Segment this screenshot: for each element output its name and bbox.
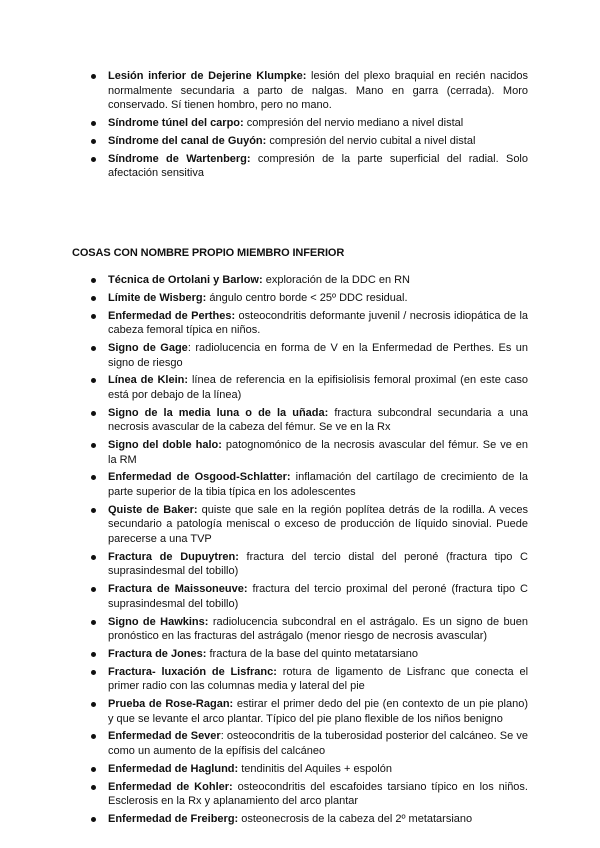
bullet-icon	[91, 734, 96, 739]
list-item	[0, 647, 600, 662]
item-description: rotura de ligamento de Lisfranc que conecta el primer radio con las columnas media y lateral del pie	[108, 665, 529, 693]
item-description: osteonecrosis de la cabeza del 2º metatarsiano	[238, 812, 473, 825]
list-item	[0, 373, 600, 402]
list-item	[0, 615, 600, 644]
list-item	[0, 152, 600, 181]
list-item	[0, 134, 600, 149]
list-item	[0, 341, 600, 370]
item-term: Enfermedad de Kohler:	[108, 780, 233, 793]
bullet-icon	[91, 508, 96, 513]
item-term: Enfermedad de Sever	[108, 730, 221, 743]
list-item	[0, 812, 600, 827]
item-term: Signo de la media luna o de la uñada:	[108, 406, 329, 419]
bullet-icon	[91, 346, 96, 351]
list-item	[0, 438, 600, 467]
bullet-icon	[91, 817, 96, 822]
list-item	[0, 762, 600, 777]
list-item	[0, 503, 600, 547]
item-description: osteocondritis deformante juvenil / necrosis idiopática de la cabeza femoral típica en niños.	[108, 309, 529, 337]
bullet-icon	[91, 670, 96, 675]
list-item	[0, 116, 600, 131]
item-description: compresión del nervio mediano a nivel distal	[243, 116, 464, 129]
item-description: línea de referencia en la epifisiolisis femoral proximal (en este caso está por debajo de la línea)	[108, 374, 528, 401]
item-description: osteocondritis del escafoides tarsiano típico en los niños. Esclerosis en la Rx y aplanamiento del arco plantar	[108, 780, 528, 808]
item-term: Síndrome del canal de Guyón:	[108, 134, 267, 147]
item-description: exploración de la DDC en RN	[262, 274, 411, 286]
item-term: Síndrome túnel del carpo:	[108, 116, 244, 129]
bullet-icon	[91, 121, 96, 126]
item-term: Síndrome de Wartenberg:	[108, 152, 251, 165]
item-term: Enfermedad de Perthes:	[108, 309, 236, 322]
bullet-icon	[91, 587, 96, 592]
list-item	[0, 69, 600, 113]
item-description: inflamación del cartílago de crecimiento de la parte superior de la tibia típica en los adolescentes	[108, 471, 528, 499]
lower-bullet-list	[0, 273, 600, 830]
item-description: compresión del nervio cubital a nivel distal	[266, 134, 476, 147]
item-description: radiolucencia subcondral en el astrágalo. Es un signo de buen pronóstico en las fracturas del astrágalo (menor riesgo de necrosis avascular)	[108, 615, 529, 643]
bullet-icon	[91, 278, 96, 283]
bullet-icon	[91, 296, 96, 301]
list-item	[0, 665, 600, 694]
section-title: COSAS CON NOMBRE PROPIO MIEMBRO INFERIOR	[72, 247, 345, 259]
bullet-icon	[91, 785, 96, 790]
list-item	[0, 470, 600, 499]
item-term: Prueba de Rose-Ragan:	[108, 698, 234, 711]
item-description: : radiolucencia en forma de V en la Enfermedad de Perthes. Es un signo de riesgo	[108, 341, 529, 369]
bullet-icon	[91, 74, 96, 79]
item-term: Lesión inferior de Dejerine Klumpke:	[108, 70, 307, 82]
item-term: Signo de Gage	[108, 341, 188, 354]
list-item	[0, 780, 600, 809]
item-term: Fractura de Jones:	[108, 647, 207, 660]
item-description: quiste que sale en la región poplítea detrás de la rodilla. A veces secundario a patología meniscal o exceso de producción de líquido sinovial. Puede parecerse a una TVP	[108, 503, 529, 545]
item-description: patognomónico de la necrosis avascular del fémur. Se ve en la RM	[108, 439, 528, 466]
bullet-icon	[91, 652, 96, 657]
list-item	[0, 697, 600, 726]
item-description: fractura de la base del quinto metatarsiano	[206, 647, 418, 660]
item-description: estirar el primer dedo del pie (en contexto de un pie plano) y que se levante el arco plantar. Típico del pie plano flexible de los niños benigno	[108, 698, 528, 725]
item-description: compresión de la parte superficial del radial. Solo afectación sensitiva	[108, 152, 528, 180]
list-item	[0, 291, 600, 306]
bullet-icon	[91, 767, 96, 772]
bullet-icon	[91, 411, 96, 416]
list-item	[0, 550, 600, 579]
item-term: Técnica de Ortolani y Barlow:	[108, 274, 263, 286]
item-description: lesión del plexo braquial en recién nacidos normalmente secundaria a parto de nalgas. Mano en garra (cerrada). Moro conservado. Sí tienen hombro, pero no mano.	[108, 70, 528, 112]
list-item	[0, 729, 600, 758]
item-term: Signo de Hawkins:	[108, 615, 209, 628]
item-description: tendinitis del Aquiles + espolón	[238, 762, 392, 775]
bullet-icon	[91, 157, 96, 162]
bullet-icon	[91, 620, 96, 625]
bullet-icon	[91, 443, 96, 448]
bullet-icon	[91, 555, 96, 560]
item-term: Enfermedad de Freiberg:	[108, 812, 239, 825]
item-description: fractura del tercio distal del peroné (fractura tipo C suprasindesmal del tobillo)	[108, 550, 528, 578]
item-term: Enfermedad de Haglund:	[108, 762, 239, 775]
item-description: fractura del tercio proximal del peroné (fractura tipo C suprasindesmal del tobillo)	[108, 583, 528, 610]
bullet-icon	[91, 475, 96, 480]
item-term: Fractura de Dupuytren:	[108, 550, 239, 563]
bullet-icon	[91, 378, 96, 383]
item-description: ángulo centro borde < 25º DDC residual.	[206, 291, 408, 304]
item-term: Fractura- luxación de Lisfranc:	[108, 665, 277, 678]
upper-bullet-list	[0, 69, 600, 184]
item-term: Signo del doble halo:	[108, 439, 222, 452]
list-item	[0, 582, 600, 611]
bullet-icon	[91, 139, 96, 144]
item-term: Límite de Wisberg:	[108, 291, 207, 304]
item-term: Fractura de Maissoneuve:	[108, 583, 248, 596]
list-item	[0, 406, 600, 435]
item-description: : osteocondritis de la tuberosidad posterior del calcáneo. Se ve como un aumento de la epífisis del calcáneo	[108, 730, 528, 758]
item-term: Enfermedad de Osgood-Schlatter:	[108, 471, 291, 484]
item-term: Línea de Klein:	[108, 374, 189, 387]
list-item	[0, 273, 600, 288]
item-description: fractura subcondral secundaria a una necrosis avascular de la cabeza del fémur. Se ve en la Rx	[108, 406, 528, 434]
list-item	[0, 309, 600, 338]
bullet-icon	[91, 702, 96, 707]
bullet-icon	[91, 314, 96, 319]
item-term: Quiste de Baker:	[108, 503, 198, 516]
